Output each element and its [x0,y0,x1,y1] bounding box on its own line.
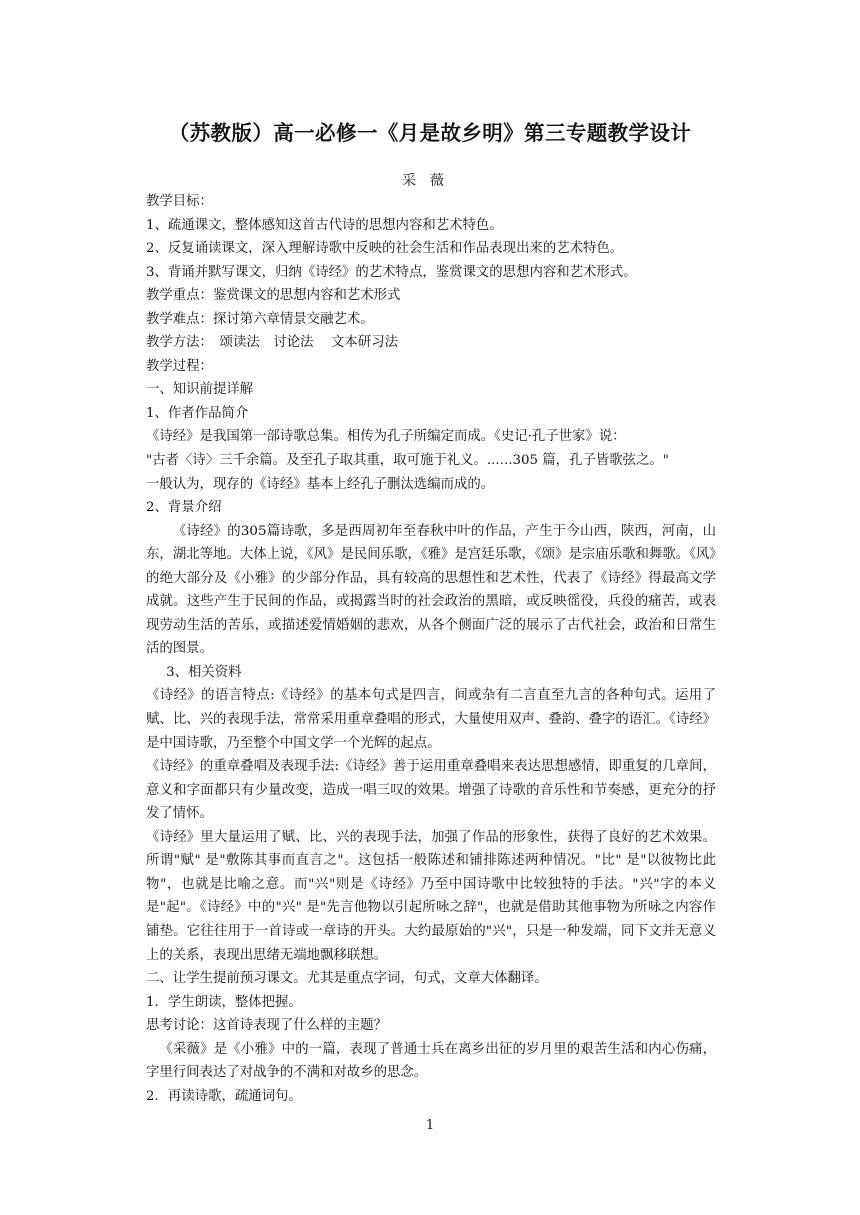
text-line: 2、反复诵读课文，深入理解诗歌中反映的社会生活和作品表现出来的艺术特色。 [146,241,624,257]
text-line: 教学重点：鉴赏课文的思想内容和艺术形式 [146,288,401,304]
text-line: 教学目标： [146,194,213,209]
theme-paragraph: 《采薇》是《小雅》中的一篇，表现了普通士兵在离乡出征的岁月里的艰苦生活和内心伤痛，字里行间表达了对战争的不满和对故乡的思念。 [146,1041,716,1081]
language-paragraph: 《诗经》的语言特点:《诗经》的基本句式是四言，间或杂有二言直至九言的各种句式。运用了赋、比、兴的表现手法，常常采用重章叠唱的形式，大量使用双声、叠韵、叠字的语汇。《诗经》是中国诗歌，乃至整个中国文学一个光辉的起点。 [146,688,716,751]
repetition-paragraph: 《诗经》的重章叠唱及表现手法:《诗经》善于运用重章叠唱来表达思想感情，即重复的几章间，意义和字面都只有少量改变，造成一唱三叹的效果。增强了诗歌的音乐性和节奏感，更充分的抒发了情怀。 [146,759,716,822]
text-line: 教学方法： 颂读法 讨论法 文本研习法 [146,335,398,351]
text-line: 3、背诵并默写课文，归纳《诗经》的艺术特点，鉴赏课文的思想内容和艺术形式。 [146,264,637,280]
fubixing-paragraph: 《诗经》里大量运用了赋、比、兴的表现手法，加强了作品的形象性，获得了良好的艺术效果。所谓"赋" 是"敷陈其事而直言之"。这包括一般陈述和铺排陈述两种情况。"比" 是"以彼物比此物"，也就是比喻之意。而"兴"则是《诗经》乃至中国诗歌中比较独特的手法。"兴"字的本义是"起"。《诗经》中的"兴" 是"先言他物以引起所咏之辞"，也就是借助其他事物为所咏之内容作铺垫。它往往用于一首诗或一章诗的开头。大约最原始的"兴"，只是一种发端，同下文并无意义上的关系，表现出思绪无端地飘移联想。 [146,829,716,963]
section-heading: 一、知识前提详解 [146,382,254,398]
text-line: 教学过程： [146,358,213,374]
background-paragraph: 《诗经》的305篇诗歌，多是西周初年至春秋中叶的作品，产生于今山西，陕西，河南，山东，湖北等地。大体上说，《风》是民间乐歌，《雅》是宫廷乐歌，《颂》是宗庙乐歌和舞歌。《风》的绝大部分及《小雅》的少部分作品，具有较高的思想性和艺术性，代表了《诗经》得最高文学成就。这些产生于民间的作品，或揭露当时的社会政治的黑暗，或反映徭役，兵役的痛苦，或表现劳动生活的苦乐，或描述爱情婚姻的悲欢，从各个侧面广泛的展示了古代社会，政治和日常生活的图景。 [146,523,716,657]
subsection-heading: 1、作者作品简介 [146,405,249,421]
subsection-heading: 2、背景介绍 [146,500,222,516]
text-line: 教学难点：探讨第六章情景交融艺术。 [146,311,374,327]
text-line: 2．再读诗歌，疏通词句。 [146,1088,302,1104]
document-body [146,190,716,1108]
page-number: 1 [425,1118,435,1133]
text-line: 思考讨论：这首诗表现了什么样的主题？ [146,1018,388,1034]
document-title: （苏教版）高一必修一《月是故乡明》第三专题教学设计 [168,121,692,145]
poem-title: 采薇 [402,173,458,189]
text-line: 《诗经》是我国第一部诗歌总集。相传为孔子所编定而成。《史记·孔子世家》说： [146,429,626,445]
text-line: 1、疏通课文，整体感知这首古代诗的思想内容和艺术特色。 [146,217,503,233]
quote-line: "古者〈诗〉三千余篇。及至孔子取其重，取可施于礼义。......305 篇，孔子皆歌弦之。" [146,453,669,469]
section-heading: 二、让学生提前预习课文。尤其是重点字词，句式，文章大体翻译。 [146,971,548,987]
text-line: 1．学生朗读，整体把握。 [146,994,302,1010]
text-line: 一般认为，现存的《诗经》基本上经孔子删汰选编而成的。 [146,476,495,492]
subsection-heading: 3、相关资料 [166,664,242,680]
